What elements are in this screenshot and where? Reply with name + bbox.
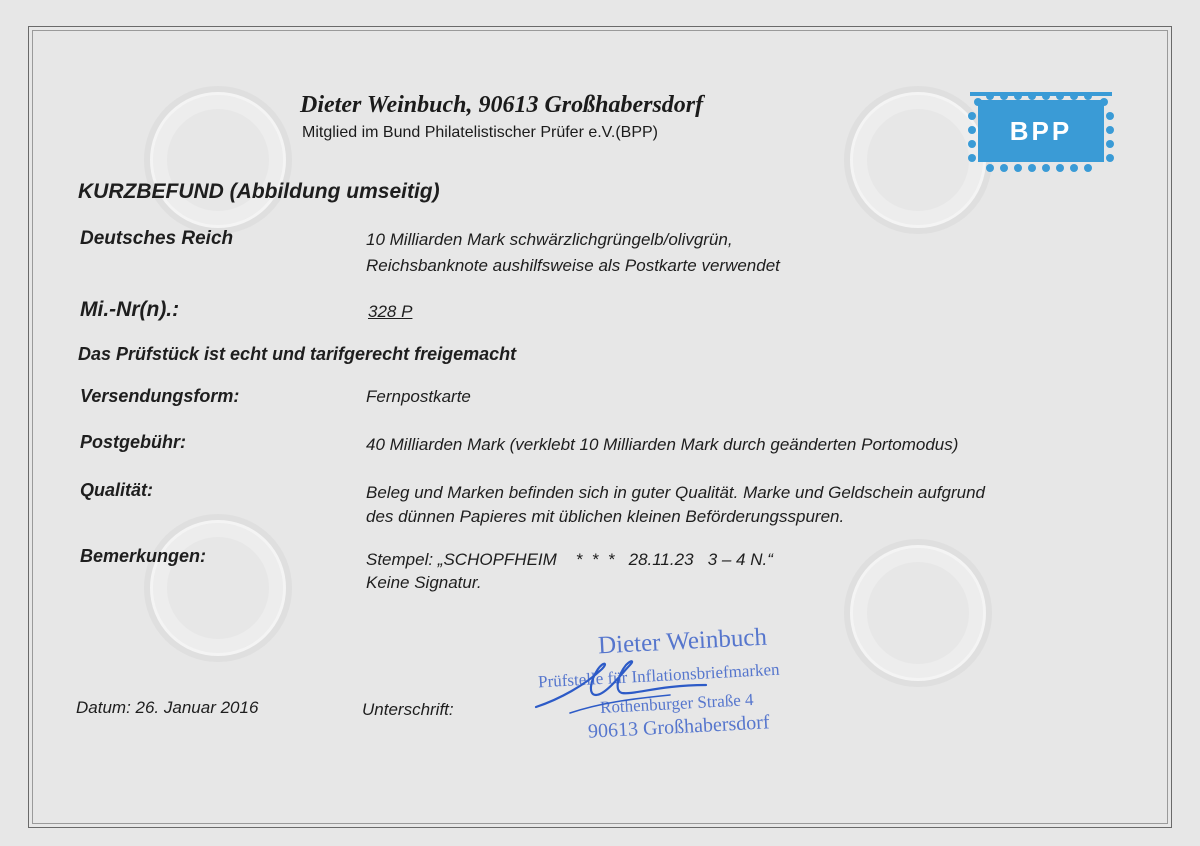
embossed-seal-top-left (150, 92, 286, 228)
stamp-line-city: 90613 Großhabersdorf (587, 711, 771, 743)
bpp-logo-icon (964, 88, 1118, 174)
postage-label: Postgebühr: (80, 432, 186, 452)
catalog-label: Mi.-Nr(n).: (80, 298, 180, 321)
verdict-text: Das Prüfstück ist echt und tarifgerecht freigemacht (78, 344, 517, 364)
quality-label: Qualität: (80, 480, 154, 500)
remarks-line2: Keine Signatur. (366, 573, 482, 592)
shipping-label: Versendungsform: (80, 386, 240, 406)
embossed-seal-bottom-right (850, 545, 986, 681)
quality-line1: Beleg und Marken befinden sich in guter Qualität. Marke und Geldschein aufgrund (366, 483, 985, 502)
quality-line2: des dünnen Papieres mit üblichen kleinen Beförderungsspuren. (366, 507, 845, 526)
document-title: KURZBEFUND (Abbildung umseitig) (78, 180, 440, 203)
signature-label: Unterschrift: (362, 700, 454, 719)
remarks-line1: Stempel: „SCHOPFHEIM * * * 28.11.23 3 – 4 N.“ (366, 550, 773, 569)
stamp-line-office: Prüfstelle für Inflationsbriefmarken (537, 659, 781, 692)
postage-value: 40 Milliarden Mark (verklebt 10 Milliarden Mark durch geänderten Portomodus) (366, 435, 959, 454)
examiner-membership: Mitglied im Bund Philatelistischer Prüfer e.V.(BPP) (302, 124, 658, 141)
remarks-label: Bemerkungen: (80, 546, 207, 566)
area-description-line2: Reichsbanknote aushilfsweise als Postkarte verwendet (366, 256, 780, 275)
stamp-line-name: Dieter Weinbuch (597, 623, 768, 660)
handwritten-signature-icon (530, 655, 720, 715)
stamp-line-street: Rothenburger Straße 4 (599, 689, 754, 718)
shipping-value: Fernpostkarte (366, 387, 471, 406)
embossed-seal-bottom-left (150, 520, 286, 656)
area-description-line1: 10 Milliarden Mark schwärzlichgrüngelb/olivgrün, (366, 230, 733, 249)
date-text: Datum: 26. Januar 2016 (76, 698, 259, 717)
bpp-logo-text: BPP (1009, 116, 1073, 146)
area-label: Deutsches Reich (80, 228, 234, 249)
catalog-value: 328 P (368, 302, 413, 321)
examiner-name: Dieter Weinbuch, 90613 Großhabersdorf (300, 92, 704, 118)
